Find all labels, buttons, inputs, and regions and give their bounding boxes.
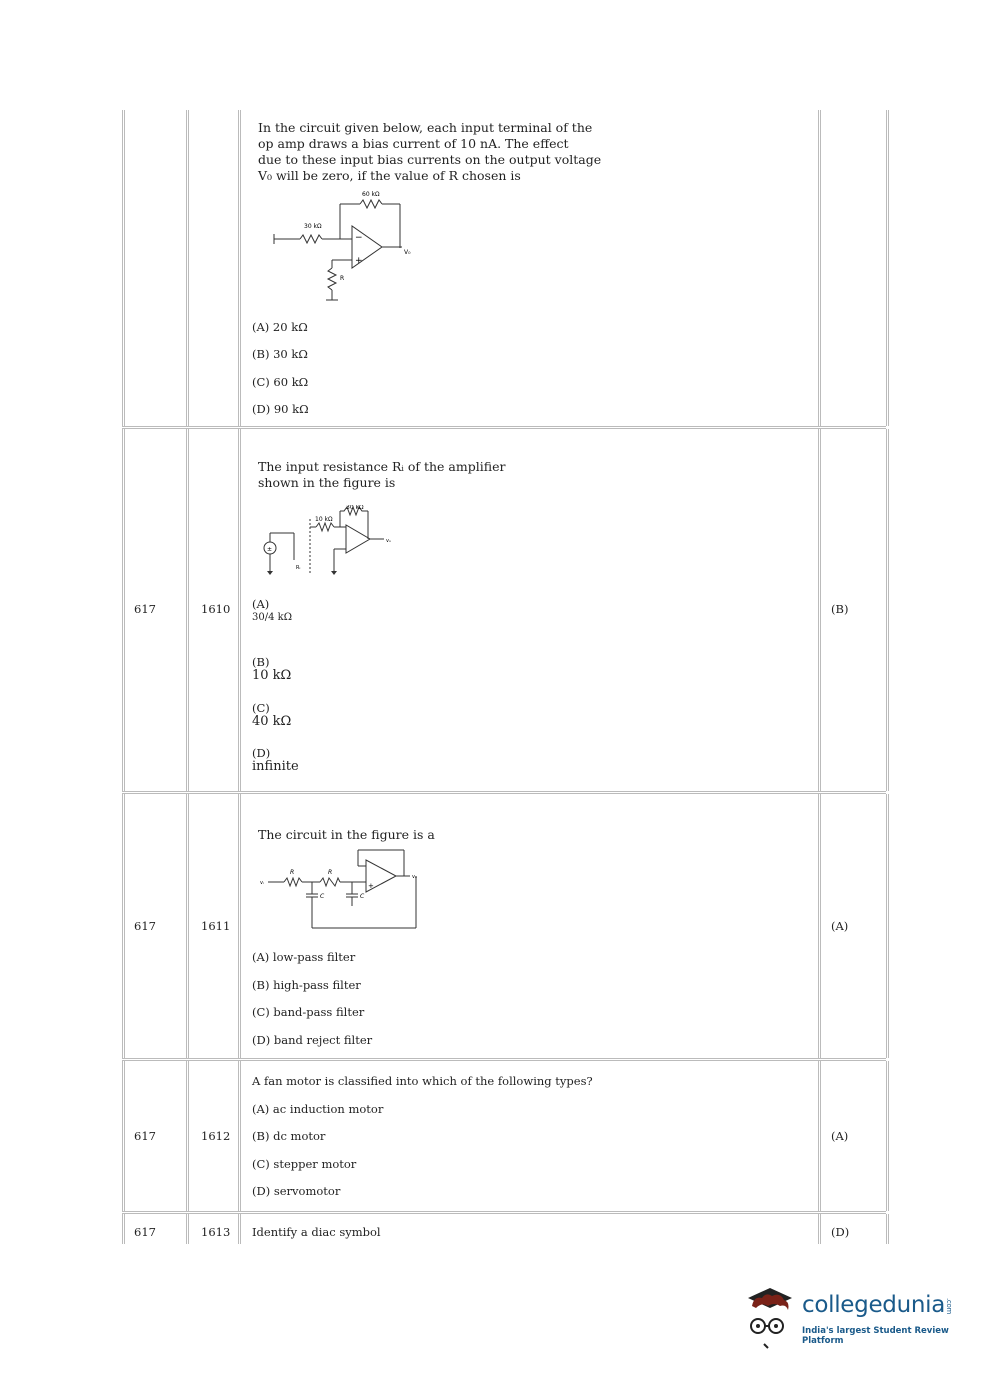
table-row xyxy=(122,1058,886,1211)
brand-logo xyxy=(740,1282,970,1352)
brand-name: collegedunia xyxy=(802,1292,946,1318)
svg-text:−: − xyxy=(355,233,363,243)
set-number: 617 xyxy=(134,1129,156,1143)
question-text: The input resistance Rᵢ of the amplifier shown in the figure is xyxy=(258,459,506,490)
fig-label: R xyxy=(328,869,333,876)
fig-label: vᵢ xyxy=(260,880,264,886)
option: (A) 30/4 kΩ xyxy=(252,597,292,623)
option: (D) band reject filter xyxy=(252,1033,373,1047)
option: (B) 30 kΩ xyxy=(252,347,308,361)
fig-label: 10 kΩ xyxy=(315,516,333,523)
filter-circuit xyxy=(260,846,440,934)
set-number: 617 xyxy=(134,919,156,933)
answer: (A) xyxy=(831,919,849,933)
option: (C) 60 kΩ xyxy=(252,375,309,389)
fig-label: vₒ xyxy=(386,538,392,544)
option: (D) infinite xyxy=(252,746,299,774)
table-row xyxy=(122,426,886,791)
option: (B) dc motor xyxy=(252,1129,326,1143)
opamp-bias-circuit xyxy=(262,188,442,308)
set-number: 617 xyxy=(134,1225,156,1239)
option: (A) 20 kΩ xyxy=(252,320,308,334)
fig-label: C xyxy=(360,893,365,900)
fig-label: R xyxy=(290,869,295,876)
fig-label: C xyxy=(320,893,325,900)
table-row xyxy=(122,791,886,1058)
svg-text:±: ± xyxy=(267,546,273,553)
fig-label: 30 kΩ xyxy=(304,223,322,230)
option: (A) low-pass filter xyxy=(252,950,356,964)
question-text: The circuit in the figure is a xyxy=(258,827,435,842)
answer: (B) xyxy=(831,602,849,616)
svg-text:+: + xyxy=(355,256,363,266)
table-row xyxy=(122,110,886,426)
question-number: 1613 xyxy=(201,1225,231,1239)
question-number: 1612 xyxy=(201,1129,231,1143)
option: (C) stepper motor xyxy=(252,1157,357,1171)
option: (B) 10 kΩ xyxy=(252,655,292,683)
option: (D) servomotor xyxy=(252,1184,341,1198)
option: (C) 40 kΩ xyxy=(252,701,292,729)
fig-label: Rᵢ xyxy=(296,565,301,571)
mascot-icon xyxy=(740,1282,802,1352)
fig-label: 60 kΩ xyxy=(362,191,380,198)
answer: (D) xyxy=(831,1225,850,1239)
question-number: 1611 xyxy=(201,919,231,933)
option: (A) ac induction motor xyxy=(252,1102,384,1116)
answer: (A) xyxy=(831,1129,849,1143)
question-table xyxy=(122,110,886,1244)
fig-label: R xyxy=(340,275,345,282)
fig-label: V₀ xyxy=(404,249,411,256)
brand-tagline: India's largest Student Review Platform xyxy=(802,1326,949,1346)
option: (C) band-pass filter xyxy=(252,1005,365,1019)
brand-suffix: .com xyxy=(945,1297,954,1314)
option: (B) high-pass filter xyxy=(252,978,361,992)
question-text: A fan motor is classified into which of the following types? xyxy=(252,1074,593,1088)
fig-label: vₒ xyxy=(412,874,418,880)
option: (D) 90 kΩ xyxy=(252,402,309,416)
table-row xyxy=(122,1211,886,1244)
question-number: 1610 xyxy=(201,602,231,616)
question-text: In the circuit given below, each input terminal of the op amp draws a bias current of 10 nA. The effect due to these input bias currents on the output voltage V₀ will be zero, if the value of R chosen is xyxy=(258,120,602,183)
amplifier-circuit xyxy=(260,505,420,585)
svg-text:+: + xyxy=(368,882,374,890)
question-text: Identify a diac symbol xyxy=(252,1225,381,1239)
fig-label: 30 kΩ xyxy=(346,505,364,511)
set-number: 617 xyxy=(134,602,156,616)
